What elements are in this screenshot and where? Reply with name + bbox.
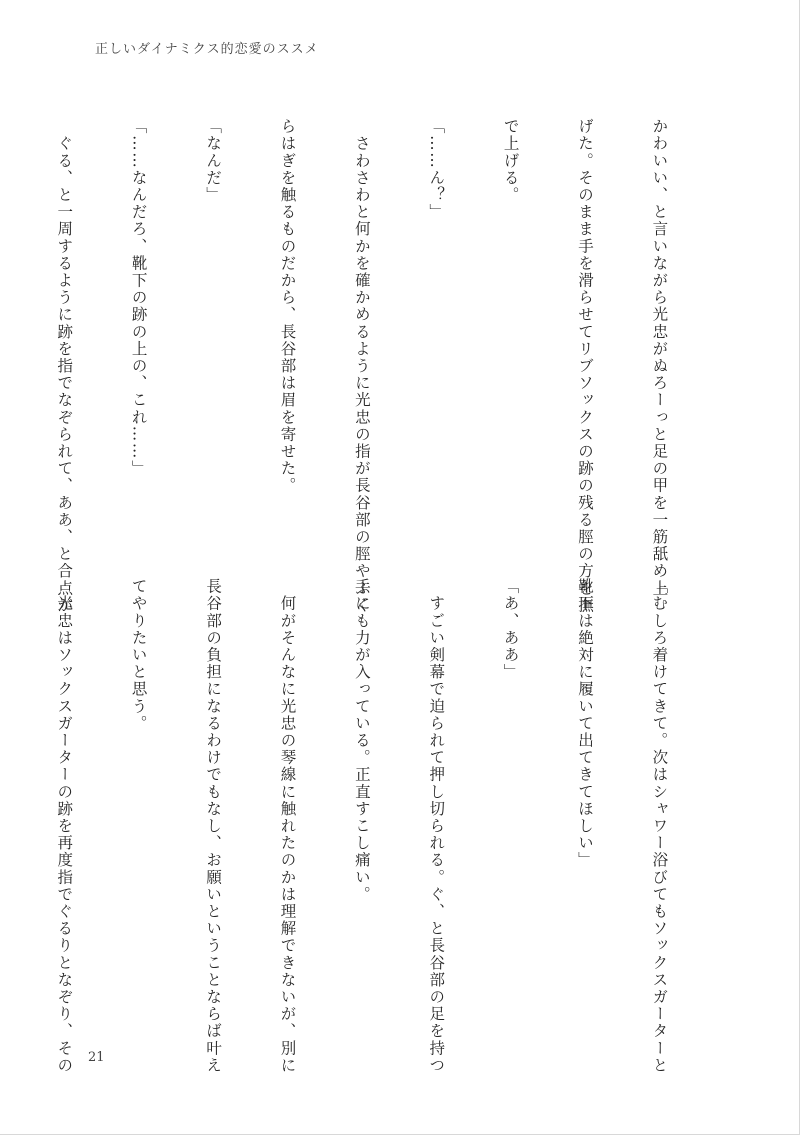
text-line: 「あ、ああ」 xyxy=(501,578,520,681)
text-line xyxy=(0,578,2,1008)
text-line: かわいい、と言いながら光忠がぬろーっと足の甲を一筋舐め上 xyxy=(650,118,669,597)
text-line: 「……なんだろ、靴下の跡の上の、これ……」 xyxy=(129,118,148,478)
text-line: 「……ん？」 xyxy=(427,118,446,221)
page-number: 21 xyxy=(88,1050,105,1065)
text-line: ぐる、と一周するように跡を指でなぞられて、ああ、と合点が xyxy=(55,118,74,614)
text-line: げた。そのまま手を滑らせてリブソックスの跡の残る脛の方を撫 xyxy=(576,118,595,614)
text-line: 「なんだ」 xyxy=(204,118,223,204)
text-line: てやりたいと思う。 xyxy=(129,578,148,732)
text-line: らはぎを触るものだから、長谷部は眉を寄せた。 xyxy=(278,118,297,495)
text-line: 靴下は絶対に履いて出てきてほしい」 xyxy=(576,578,595,869)
running-head: 正しいダイナミクス的恋愛のススメ xyxy=(95,42,319,57)
text-line: 長谷部の負担になるわけでもなし、お願いということならば叶え xyxy=(204,578,223,1074)
text-line: 「むしろ着けてきて。次はシャワー浴びてもソックスガーターと xyxy=(650,578,669,1074)
text-line: すごい剣幕で迫られて押し切られる。ぐ、と長谷部の足を持つ xyxy=(427,578,446,1074)
text-line: で上げる。 xyxy=(501,118,520,204)
text-line: さわさわと何かを確かめるように光忠の指が長谷部の脛やふく xyxy=(352,118,371,614)
text-block-top xyxy=(0,118,721,614)
text-line: 手にも力が入っている。正直すこし痛い。 xyxy=(352,578,371,903)
text-line: 何がそんなに光忠の琴線に触れたのかは理解できないが、別に xyxy=(278,578,297,1074)
text-line: 光忠はソックスガーターの跡を再度指でぐるりとなぞり、その xyxy=(55,578,74,1074)
text-line xyxy=(0,118,2,548)
